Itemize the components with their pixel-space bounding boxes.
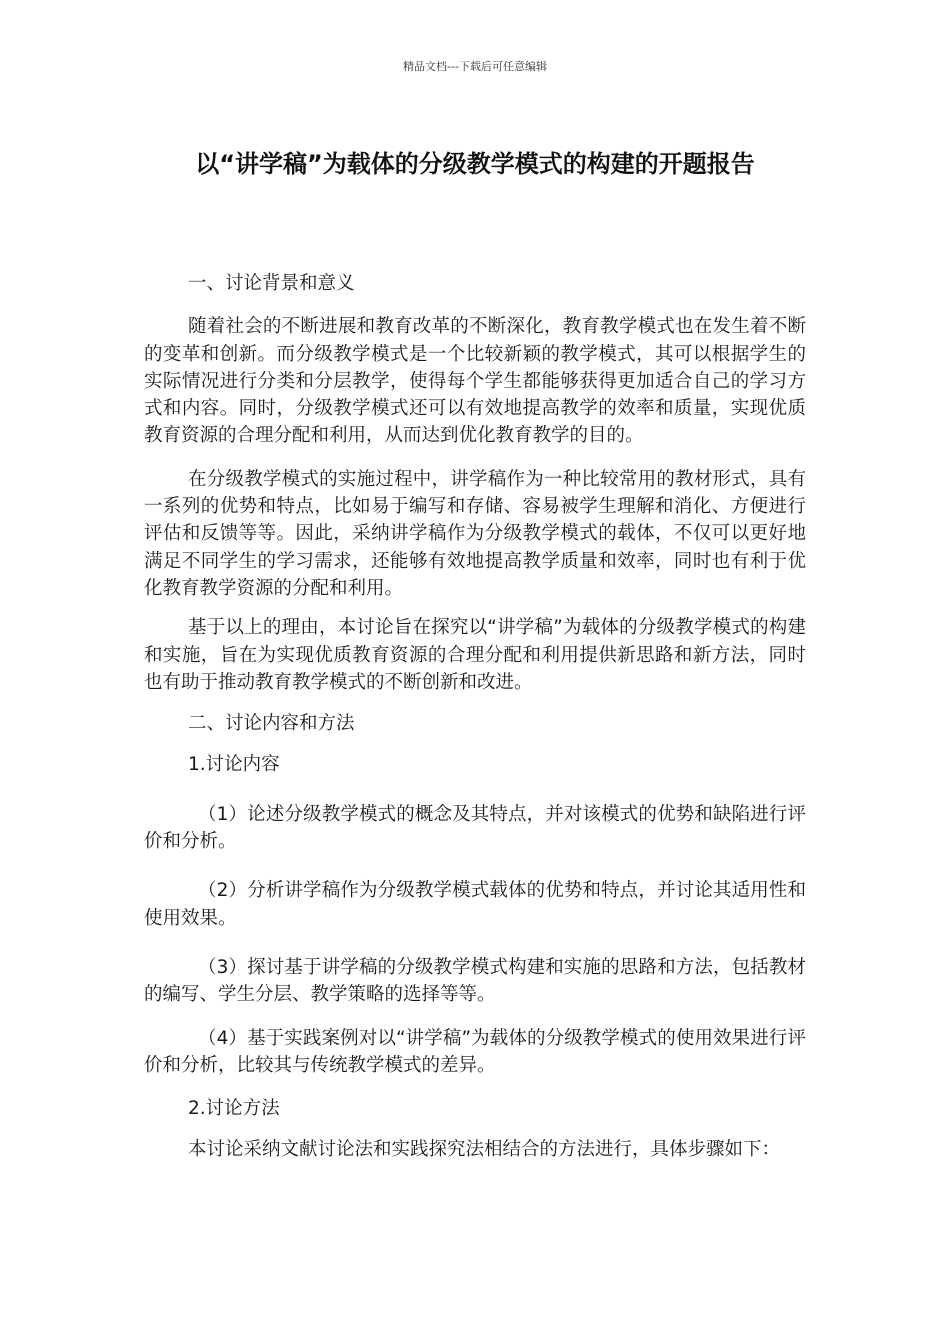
section-heading-background: 一、讨论背景和意义: [188, 273, 355, 294]
subheading-content: 1.讨论内容: [188, 754, 280, 776]
paragraph-background-2: 在分级教学模式的实施过程中，讲学稿作为一种比较常用的教材形式，具有一系列的优势和特点，比如易于编写和存储、容易被学生理解和消化、方便进行评估和反馈等等。因此，采纳讲学稿作为分级教学模式的载体，不仅可以更好地满足不同学生的学习需求，还能够有效地提高教学质量和效率，同时也有利于优化教育教学资源的分配和利用。: [144, 468, 806, 599]
list-item-4: （4）基于实践案例对以“讲学稿”为载体的分级教学模式的使用效果进行评价和分析，比较其与传统教学模式的差异。: [144, 1027, 806, 1076]
document-title: 以“讲学稿”为载体的分级教学模式的构建的开题报告: [195, 150, 755, 178]
subheading-method: 2.讨论方法: [188, 1098, 280, 1120]
document-body: [144, 270, 806, 1164]
list-item-3: （3）探讨基于讲学稿的分级教学模式构建和实施的思路和方法，包括教材的编写、学生分层、教学策略的选择等等。: [144, 956, 806, 1006]
paragraph-background-3: 基于以上的理由，本讨论旨在探究以“讲学稿”为载体的分级教学模式的构建和实施，旨在为实现优质教育资源的合理分配和利用提供新思路和新方法，同时也有助于推动教育教学模式的不断创新和改进。: [144, 617, 806, 693]
paragraph-method: 本讨论采纳文献讨论法和实践探究法相结合的方法进行，具体步骤如下：: [188, 1139, 781, 1161]
section-heading-content-method: 二、讨论内容和方法: [188, 713, 355, 735]
list-item-2: （2）分析讲学稿作为分级教学模式载体的优势和特点，并讨论其适用性和使用效果。: [144, 880, 806, 929]
page-header-note: 精品文档---下载后可任意编辑: [403, 60, 547, 73]
paragraph-background-1: 随着社会的不断进展和教育改革的不断深化，教育教学模式也在发生着不断的变革和创新。而分级教学模式是一个比较新颖的教学模式，其可以根据学生的实际情况进行分类和分层教学，使得每个学生都能够获得更加适合自己的学习方式和内容。同时，分级教学模式还可以有效地提高教学的效率和质量，实现优质教育资源的合理分配和利用，从而达到优化教育教学的目的。: [144, 316, 806, 447]
list-item-1: （1）论述分级教学模式的概念及其特点，并对该模式的优势和缺陷进行评价和分析。: [144, 803, 806, 853]
